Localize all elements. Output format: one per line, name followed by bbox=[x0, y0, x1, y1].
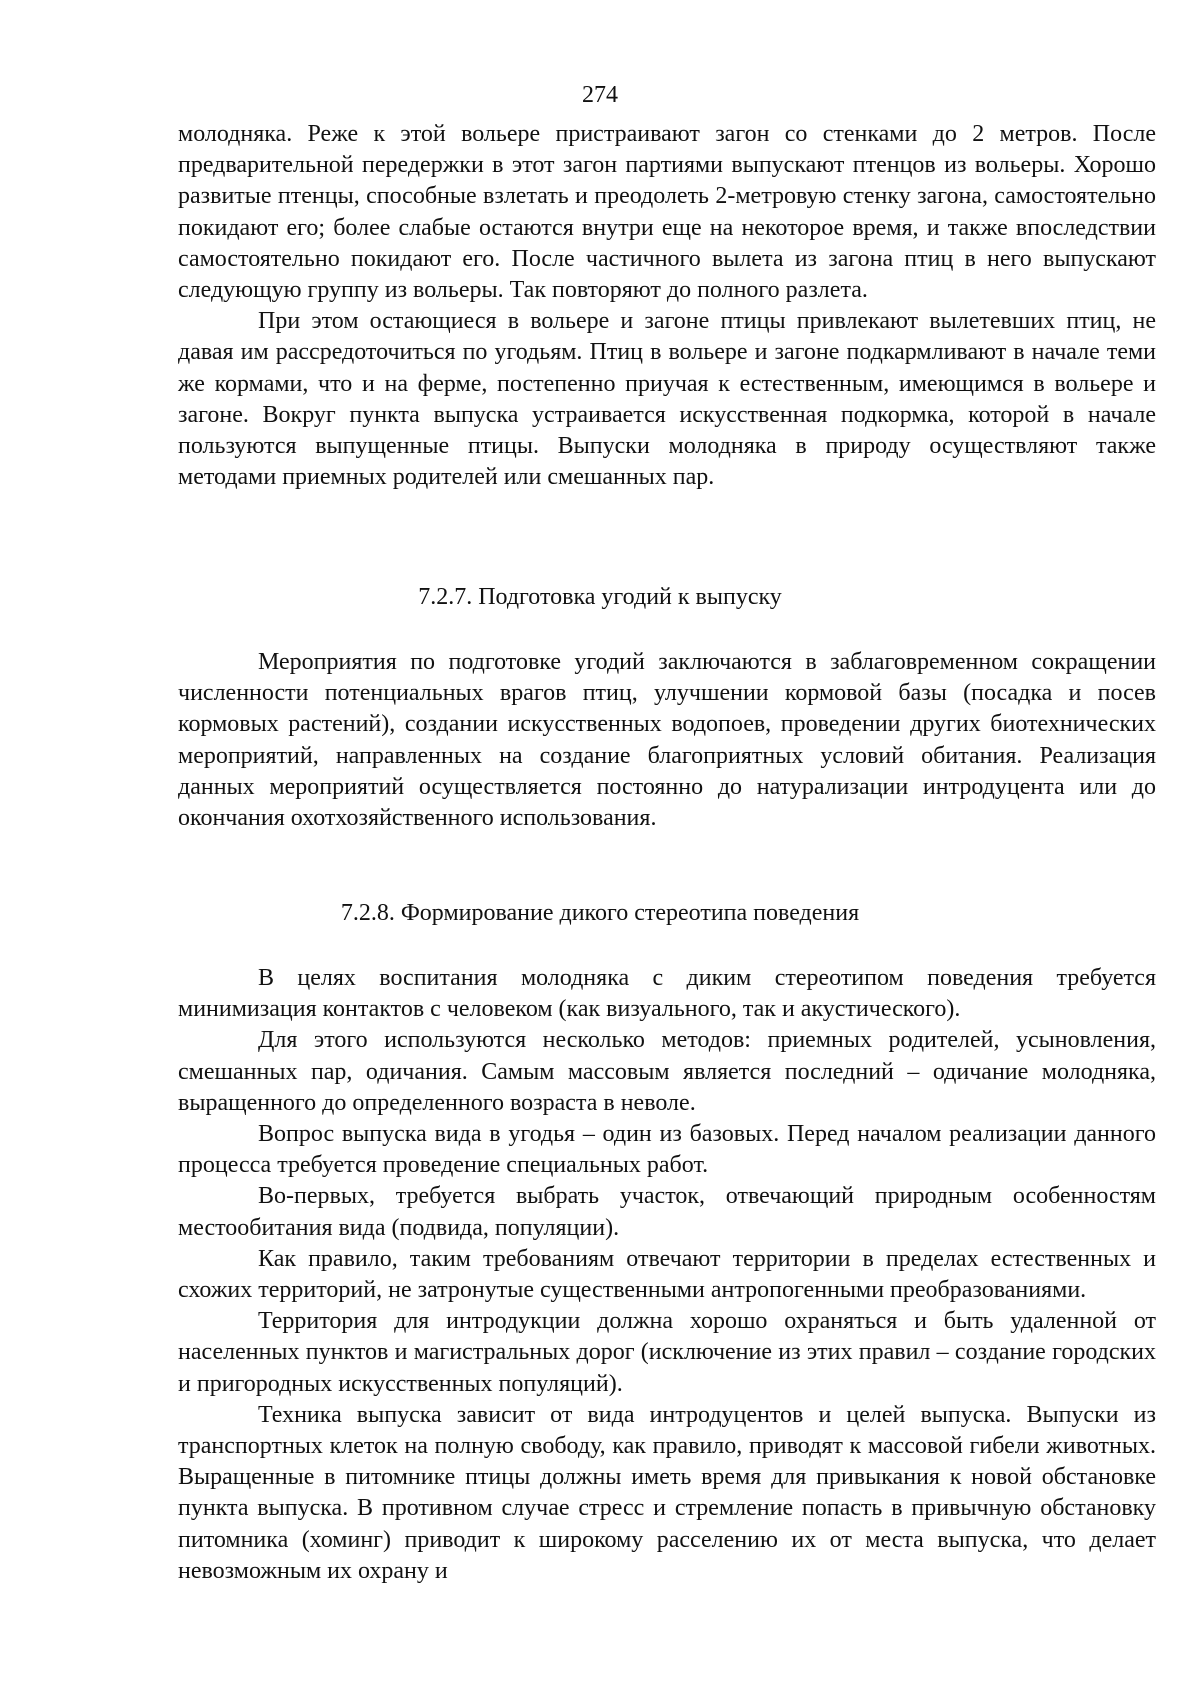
paragraph: Территория для интродукции должна хорошо охраняться и быть удаленной от населенных пунктов и магистральных дорог (исключение из этих правил – создание городских и пригородных искусственных популяций). bbox=[178, 1308, 1156, 1397]
text-block-section-7-2-7 bbox=[178, 647, 1156, 834]
paragraph: Как правило, таким требованиям отвечают территории в пределах естественных и схожих территорий, не затронутые существенными антропогенными преобразованиями. bbox=[178, 1245, 1156, 1304]
paragraph: В целях воспитания молодняка с диким стереотипом поведения требуется минимизация контактов с человеком (как визуального, так и акустического). bbox=[178, 965, 1156, 1023]
text-block-intro bbox=[178, 119, 1156, 493]
paragraph: При этом остающиеся в вольере и загоне птицы привлекают вылетевших птиц, не давая им рассредоточиться по угодьям. Птиц в вольере и загоне подкармливают в начале теми же кормами, что и на ферме, постепенно приучая к естественным, имеющимся в вольере и загоне. Вокруг пункта выпуска устраивается искусственная подкормка, которой в начале пользуются выпущенные птицы. Выпуски молодняка в природу осуществляют также методами приемных родителей или смешанных пар. bbox=[178, 308, 1156, 491]
page-number: 274 bbox=[582, 82, 618, 108]
text-block-section-7-2-8 bbox=[178, 963, 1156, 1587]
paragraph: молодняка. Реже к этой вольере пристраивают загон со стенками до 2 метров. После предварительной передержки в этот загон партиями выпускают птенцов из вольеры. Хорошо развитые птенцы, способные взлетать и преодолеть 2-метровую стенку загона, самостоятельно покидают его; более слабые остаются внутри еще на некоторое время, и также впоследствии самостоятельно покидают его. После частичного вылета из загона птиц в него выпускают следующую группу из вольеры. Так повторяют до полного разлета. bbox=[178, 121, 1156, 304]
paragraph: Мероприятия по подготовке угодий заключаются в заблаговременном сокращении численности потенциальных врагов птиц, улучшении кормовой базы (посадка и посев кормовых растений), создании искусственных водопоев, проведении других биотехнических мероприятий, направленных на создание благоприятных условий обитания. Реализация данных мероприятий осуществляется постоянно до натурализации интродуцента или до окончания охотхозяйственного использования. bbox=[178, 649, 1156, 832]
paragraph: Во-первых, требуется выбрать участок, отвечающий природным особенностям местообитания вида (подвида, популяции). bbox=[178, 1183, 1156, 1241]
section-heading: 7.2.8. Формирование дикого стереотипа поведения bbox=[340, 900, 860, 926]
section-heading: 7.2.7. Подготовка угодий к выпуску bbox=[418, 584, 782, 610]
paragraph: Техника выпуска зависит от вида интродуцентов и целей выпуска. Выпуски из транспортных клеток на полную свободу, как правило, приводят к массовой гибели животных. Выращенные в питомнике птицы должны иметь время для привыкания к новой обстановке пункта выпуска. В противном случае стресс и стремление попасть в привычную обстановку питомника (хоминг) приводит к широкому расселению их от места выпуска, что делает невозможным их охрану и bbox=[178, 1401, 1156, 1584]
paragraph: Для этого используются несколько методов: приемных родителей, усыновления, смешанных пар, одичания. Самым массовым является последний – одичание молодняка, выращенного до определенного возраста в неволе. bbox=[178, 1027, 1156, 1116]
paragraph: Вопрос выпуска вида в угодья – один из базовых. Перед началом реализации данного процесса требуется проведение специальных работ. bbox=[178, 1121, 1156, 1179]
